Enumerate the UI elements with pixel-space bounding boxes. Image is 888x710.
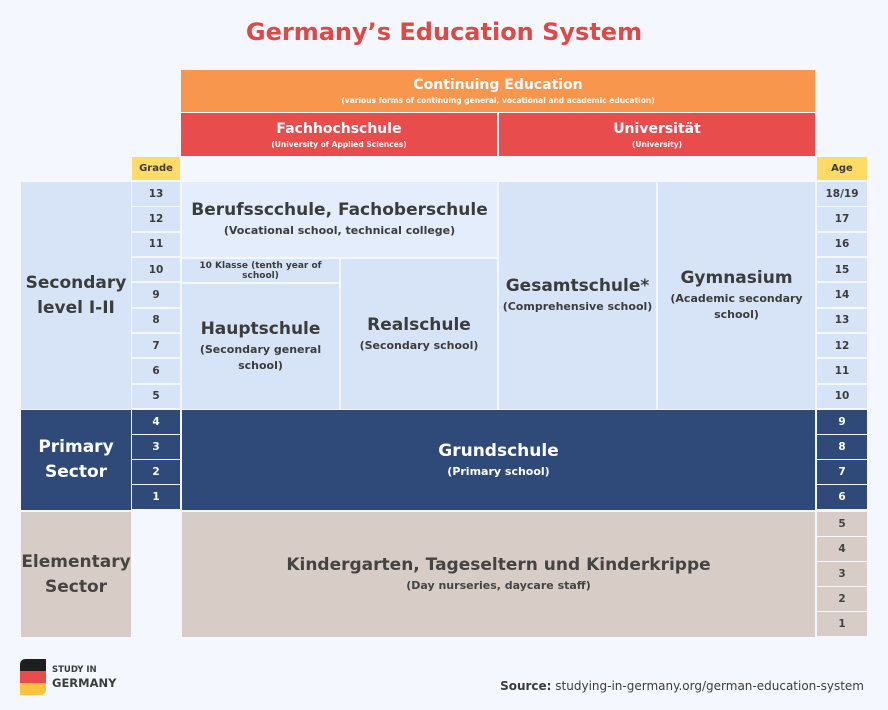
hauptschule-box <box>182 284 339 409</box>
logo-line-2: GERMANY <box>52 676 117 690</box>
secondary-sector-label <box>21 182 131 409</box>
logo-line-1: STUDY IN <box>52 665 97 675</box>
gymnasium-box <box>658 182 815 409</box>
primary-sector-label <box>21 410 131 510</box>
kindergarten-label: Kindergarten, Tageseltern und Kinderkrippe <box>286 555 711 575</box>
age-cell: 9 <box>817 410 867 434</box>
age-cell: 18/19 <box>817 182 867 206</box>
gymnasium-label: Gymnasium <box>680 268 793 288</box>
age-cell: 17 <box>817 207 867 231</box>
grade-cell: 7 <box>132 334 180 358</box>
age-cell: 12 <box>817 334 867 358</box>
grade-cell: 3 <box>132 435 180 459</box>
grade-cell: 12 <box>132 207 180 231</box>
age-cell: 14 <box>817 283 867 307</box>
hauptschule-sub: (Secondary general school) <box>199 343 322 372</box>
grade-cell: 11 <box>132 233 180 257</box>
age-cell: 15 <box>817 258 867 282</box>
continuing-education-box <box>181 70 815 112</box>
berufsschule-box <box>182 182 497 257</box>
source-label: Source: <box>500 679 552 693</box>
age-cell: 3 <box>817 562 867 586</box>
continuing-education-sub: (various forms of continuing general, vocational and academic education) <box>341 96 655 105</box>
age-cell: 7 <box>817 460 867 484</box>
age-header: Age <box>817 157 867 180</box>
realschule-box <box>341 259 497 409</box>
german-flag-icon <box>20 659 46 695</box>
hauptschule-label: Hauptschule <box>200 319 321 339</box>
age-cell: 4 <box>817 537 867 561</box>
kindergarten-sub: (Day nurseries, daycare staff) <box>406 579 591 592</box>
universitat-label: Universität <box>613 120 701 137</box>
source-note <box>500 679 864 693</box>
grade-cell: 5 <box>132 385 180 409</box>
realschule-sub: (Secondary school) <box>359 338 479 352</box>
grade-cell: 2 <box>132 460 180 484</box>
age-cell: 5 <box>817 512 867 536</box>
grundschule-sub: (Primary school) <box>447 464 550 478</box>
berufsschule-label: Berufsscchule, Fachoberschule <box>191 200 488 220</box>
primary-sector-text: Primary Sector <box>38 437 114 482</box>
grade-cell: 6 <box>132 359 180 383</box>
realschule-label: Realschule <box>367 314 471 335</box>
continuing-education-label: Continuing Education <box>413 77 583 93</box>
page-title: Germany’s Education System <box>245 18 643 46</box>
fachhochschule-sub: (University of Applied Sciences) <box>271 139 407 149</box>
age-cell: 2 <box>817 587 867 611</box>
age-cell: 10 <box>817 385 867 409</box>
universitat-box <box>499 113 815 156</box>
age-cell: 6 <box>817 485 867 509</box>
grade-cell: 4 <box>132 410 180 434</box>
kindergarten-box <box>182 512 815 637</box>
grade-cell: 13 <box>132 182 180 206</box>
grade-cell: 10 <box>132 258 180 282</box>
source-url: studying-in-germany.org/german-education-system <box>555 679 864 693</box>
gesamtschule-box <box>499 182 656 409</box>
elementary-sector-label <box>21 512 131 637</box>
berufsschule-sub: (Vocational school, technical college) <box>223 224 456 237</box>
age-cell: 1 <box>817 612 867 636</box>
grade-cell: 1 <box>132 485 180 509</box>
grade-cell: 8 <box>132 309 180 333</box>
grundschule-label: Grundschule <box>438 440 559 461</box>
tenth-year-box: 10 Klasse (tenth year of school) <box>182 259 339 282</box>
elementary-sector-text: Elementary Sector <box>21 551 131 597</box>
age-cell: 13 <box>817 309 867 333</box>
universitat-sub: (University) <box>631 139 683 149</box>
fachhochschule-box <box>181 113 497 156</box>
grundschule-box <box>182 410 815 510</box>
gesamtschule-label: Gesamtschule* <box>505 276 650 296</box>
age-cell: 11 <box>817 359 867 383</box>
fachhochschule-label: Fachhochschule <box>276 120 402 137</box>
grade-cell: 9 <box>132 283 180 307</box>
grade-header: Grade <box>132 157 180 180</box>
gymnasium-sub: (Academic secondary school) <box>670 292 803 321</box>
gesamtschule-sub: (Comprehensive school) <box>502 300 653 313</box>
age-cell: 16 <box>817 233 867 257</box>
age-cell: 8 <box>817 435 867 459</box>
secondary-sector-text: Secondary level I-II <box>25 272 127 318</box>
